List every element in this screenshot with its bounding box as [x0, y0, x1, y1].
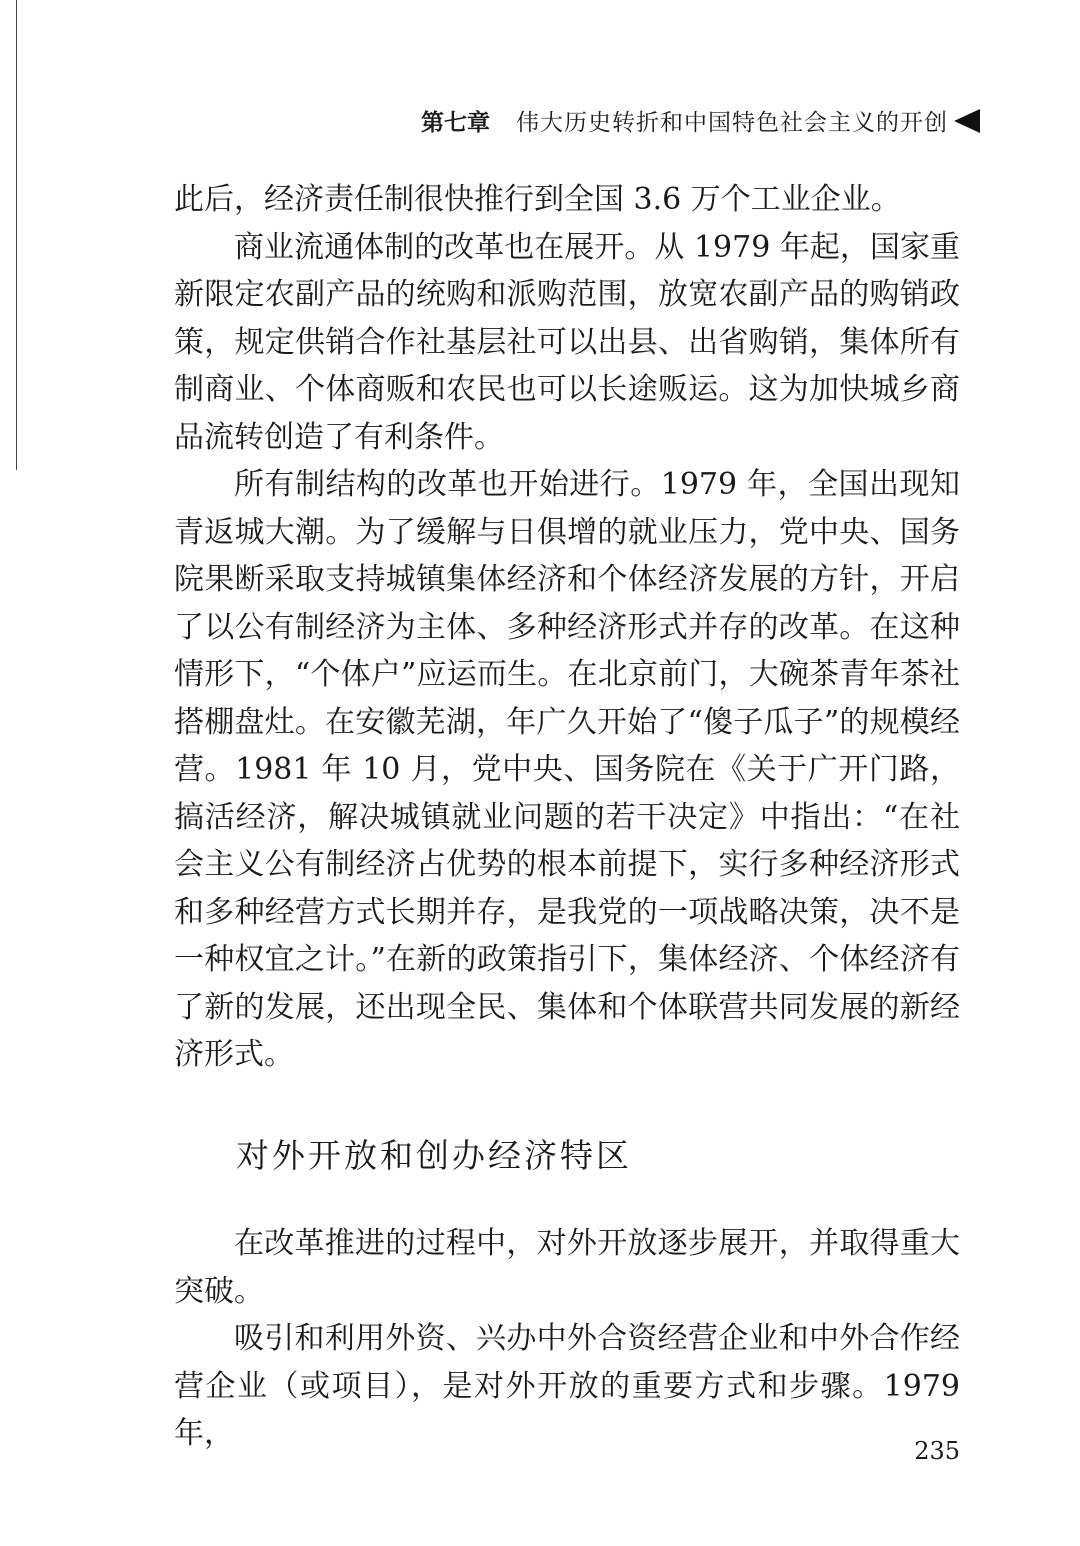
- paragraph-commerce-reform: 商业流通体制的改革也在展开。从 1979 年起，国家重新限定农副产品的统购和派购范围，放宽农副产品的购销政策，规定供销合作社基层社可以出县、出省购销，集体所有制商业、个体商贩和农民也可以长途贩运。这为加快城乡商品流转创造了有利条件。: [174, 229, 960, 455]
- body-text-top: [174, 176, 960, 1079]
- binding-edge-line: [16, 0, 17, 470]
- chapter-label: 第七章: [421, 110, 490, 136]
- paragraph-ownership-reform: 所有制结构的改革也开始进行。1979 年，全国出现知青返城大潮。为了缓解与日俱增的就业压力，党中央、国务院果断采取支持城镇集体经济和个体经济发展的方针，开启了以公有制经济为主体、多种经济形式并存的改革。在这种情形下，“个体户”应运而生。在北京前门，大碗茶青年茶社搭棚盘灶。在安徽芜湖，年广久开始了“傻子瓜子”的规模经营。1981 年 10 月，党中央、国务院在《关于广开门路，搞活经济，解决城镇就业问题的若干决定》中指出：“在社会主义公有制经济占优势的根本前提下，实行多种经济形式和多种经营方式长期并存，是我党的一项战略决策，决不是一种权宜之计。”在新的政策指引下，集体经济、个体经济有了新的发展，还出现全民、集体和个体联营共同发展的新经济形式。: [174, 467, 960, 1072]
- section-heading: 对外开放和创办经济特区: [236, 1136, 632, 1175]
- body-text-section: [174, 1220, 960, 1458]
- paragraph-opening-up: 在改革推进的过程中，对外开放逐步展开，并取得重大突破。: [174, 1226, 960, 1309]
- paragraph-foreign-investment: 吸引和利用外资、兴办中外合资经营企业和中外合作经营企业（或项目），是对外开放的重要方式和步骤。1979 年，: [174, 1321, 960, 1451]
- paragraph-continued: 此后，经济责任制很快推行到全国 3.6 万个工业企业。: [174, 182, 901, 217]
- triangle-marker-icon: [954, 109, 980, 133]
- running-head: [421, 104, 980, 137]
- chapter-title: 伟大历史转折和中国特色社会主义的开创: [516, 110, 948, 136]
- page-number: 235: [914, 1437, 960, 1465]
